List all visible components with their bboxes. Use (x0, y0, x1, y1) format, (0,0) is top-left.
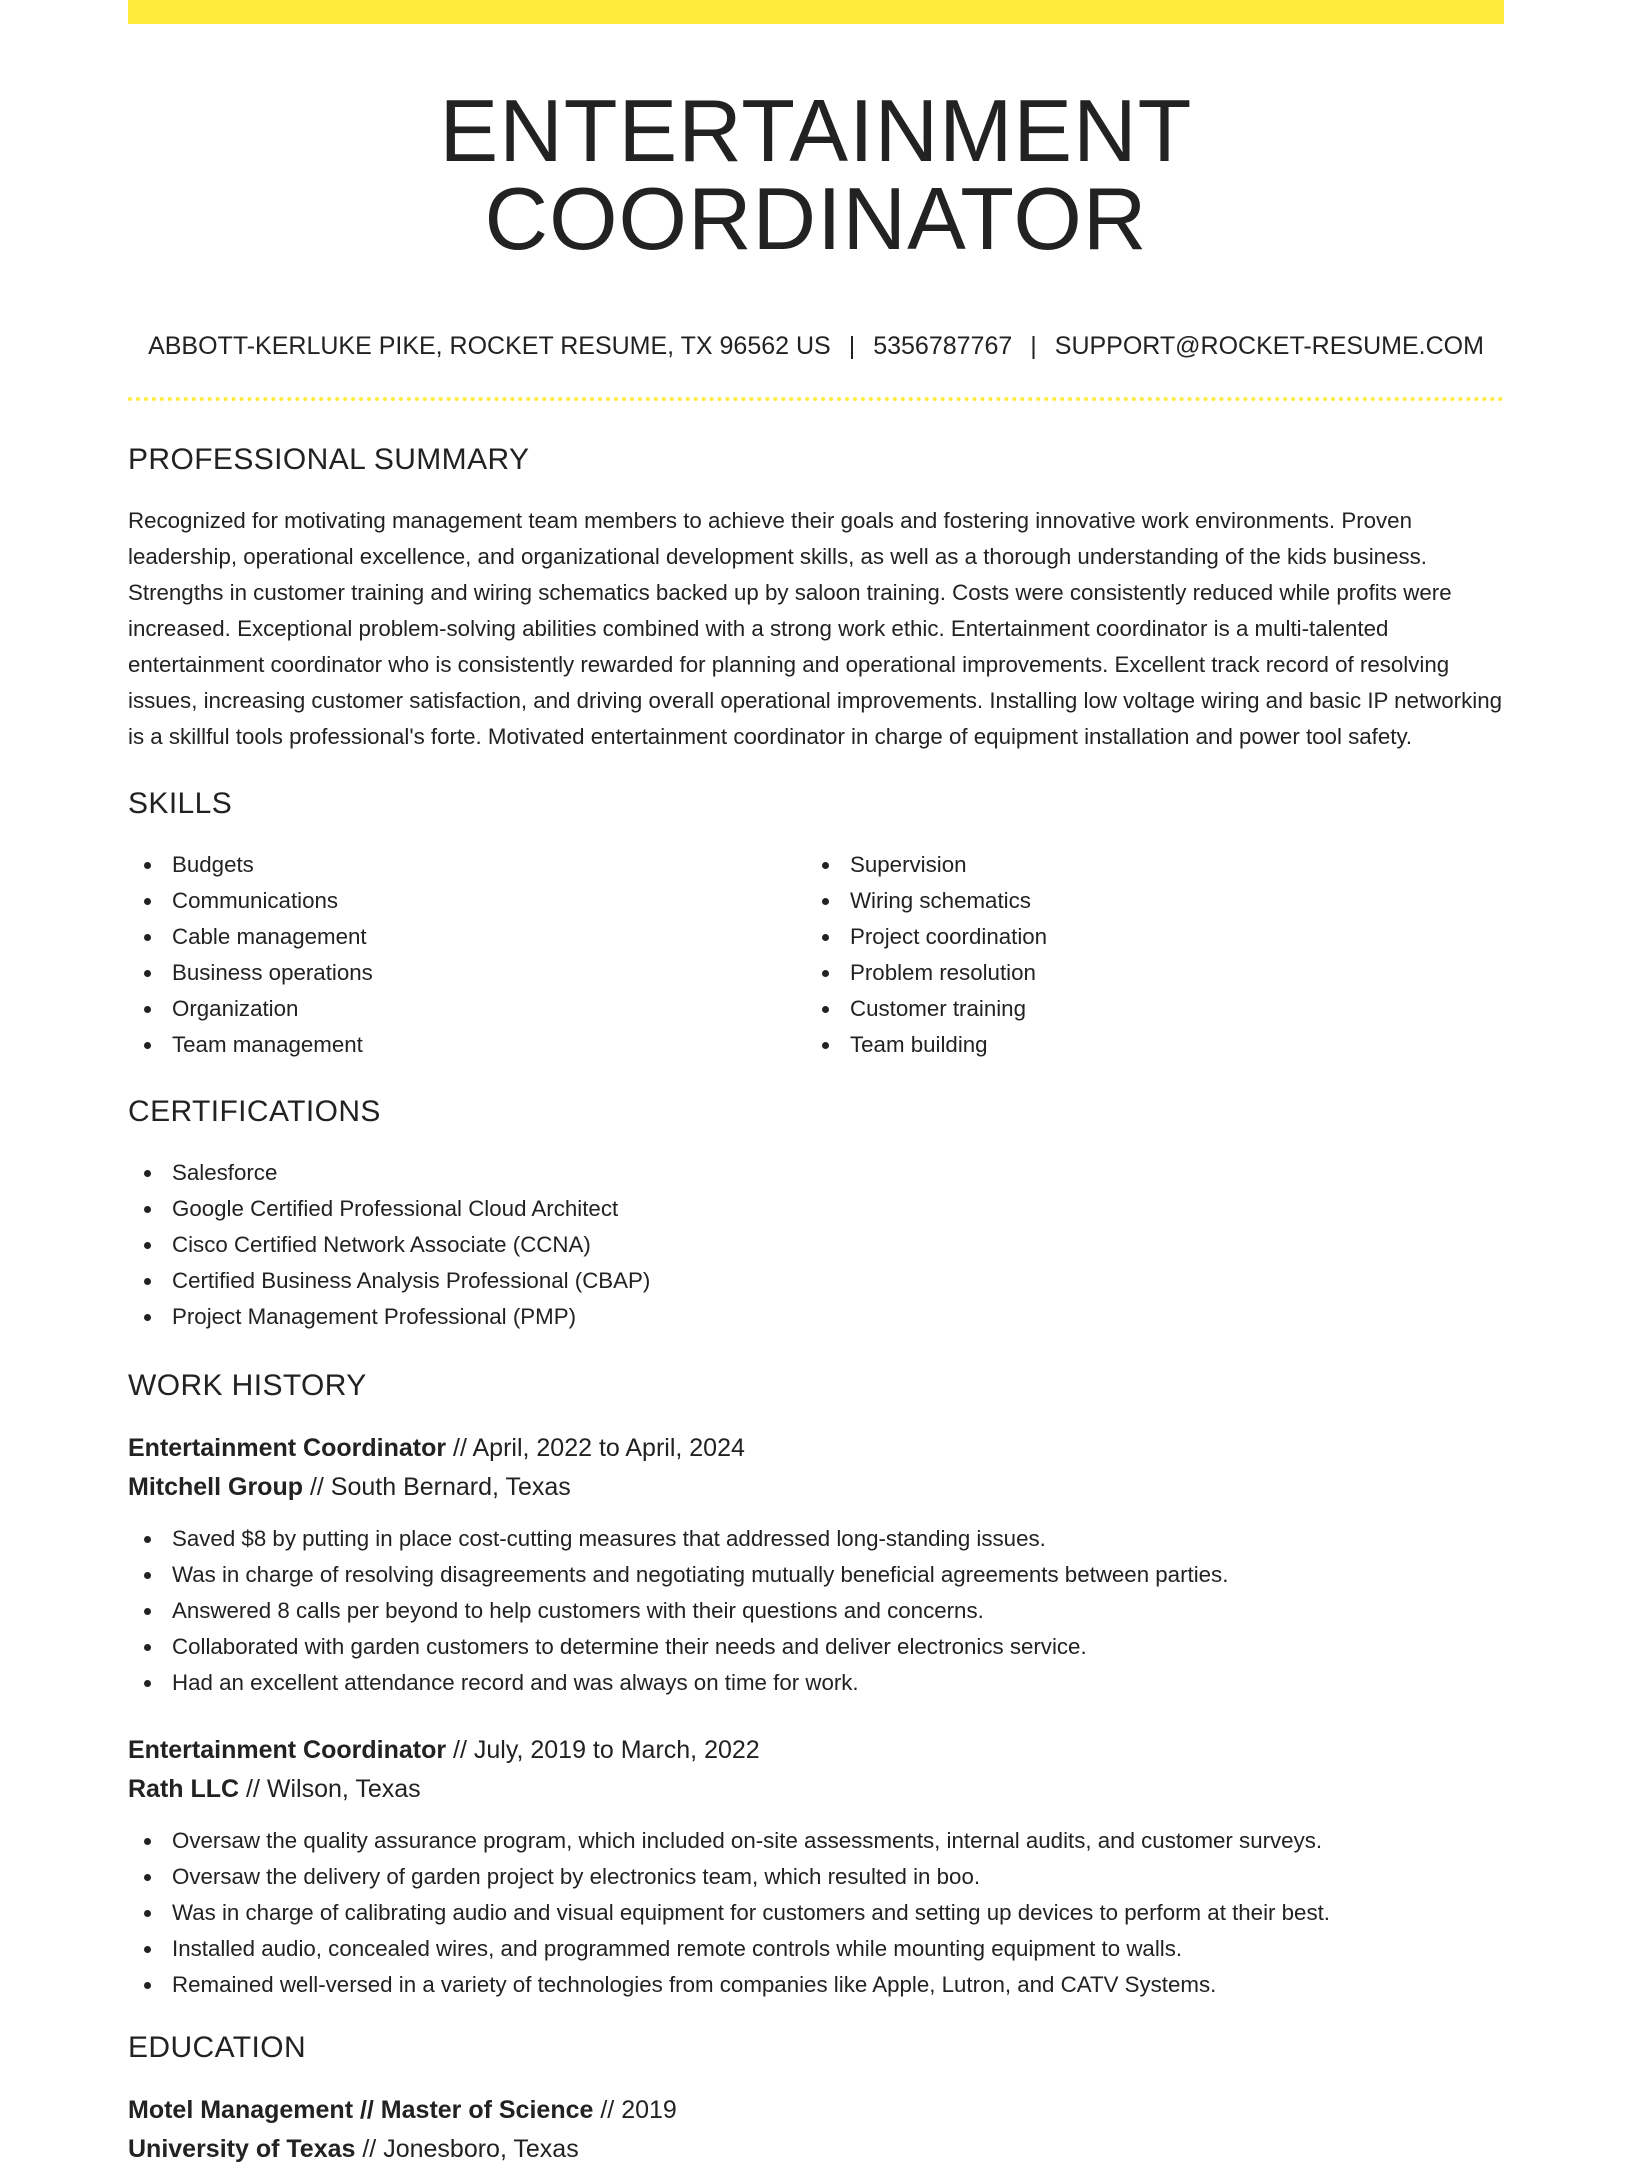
jobs-list (128, 1429, 1504, 2003)
contact-email: SUPPORT@ROCKET-RESUME.COM (1054, 332, 1484, 360)
summary-text: Recognized for motivating management team members to achieve their goals and fostering innovative work environments. Proven leadership, operational excellence, and organizational development skills, as well as a thorough understanding of the kids business. Strengths in customer training and wiring schematics backed up by saloon training. Costs were consistently reduced while profits were increased. Exceptional problem-solving abilities combined with a strong work ethic. Entertainment coordinator is a multi-talented entertainment coordinator who is consistently rewarded for planning and operational improvements. Excellent track record of resolving issues, increasing customer satisfaction, and driving overall operational improvements. Installing low voltage wiring and basic IP networking is a skillful tools professional's forte. Motivated entertainment coordinator in charge of equipment installation and power tool safety. (128, 508, 1503, 749)
work-history-section (128, 1371, 1504, 2003)
job-entry (128, 1429, 1504, 1701)
job-bullet: Answered 8 calls per beyond to help customers with their questions and concerns. (128, 1593, 1504, 1629)
job-company-line (128, 1468, 1504, 1507)
summary-heading: PROFESSIONAL SUMMARY (128, 443, 530, 476)
education-location: Jonesboro, Texas (383, 2135, 579, 2163)
skill-item: Budgets (128, 847, 806, 883)
job-bullet: Remained well-versed in a variety of technologies from companies like Apple, Lutron, and CATV Systems. (128, 1967, 1504, 2003)
certification-item: Salesforce (128, 1155, 1504, 1191)
job-separator: // (303, 1473, 331, 1501)
job-bullet: Had an excellent attendance record and was always on time for work. (128, 1665, 1504, 1701)
contact-line (128, 331, 1504, 361)
certifications-heading: CERTIFICATIONS (128, 1095, 381, 1128)
skill-item: Communications (128, 883, 806, 919)
education-degree-line (128, 2091, 1504, 2130)
dotted-divider (128, 397, 1504, 401)
education-year: 2019 (621, 2096, 677, 2124)
resume-title: ENTERTAINMENT COORDINATOR (439, 81, 1193, 268)
job-bullet: Was in charge of resolving disagreements and negotiating mutually beneficial agreements between parties. (128, 1557, 1504, 1593)
resume-page (128, 0, 1504, 2169)
skill-item: Team building (806, 1027, 1484, 1063)
job-bullet: Saved $8 by putting in place cost-cutting measures that addressed long-standing issues. (128, 1521, 1504, 1557)
certifications-section (128, 1097, 1504, 1335)
certification-item: Cisco Certified Network Associate (CCNA) (128, 1227, 1504, 1263)
certification-item: Project Management Professional (PMP) (128, 1299, 1504, 1335)
contact-phone: 5356787767 (873, 332, 1013, 360)
education-heading: EDUCATION (128, 2031, 307, 2064)
job-bullets (128, 1823, 1504, 2003)
job-location: South Bernard, Texas (330, 1473, 571, 1501)
job-bullet: Installed audio, concealed wires, and programmed remote controls while mounting equipment to walls. (128, 1931, 1504, 1967)
job-separator: // (239, 1775, 267, 1803)
skills-heading: SKILLS (128, 787, 233, 820)
education-degree: Motel Management // Master of Science (128, 2096, 594, 2124)
job-title-line (128, 1731, 1504, 1770)
certifications-list (128, 1155, 1504, 1335)
skill-item: Wiring schematics (806, 883, 1484, 919)
skill-item: Team management (128, 1027, 806, 1063)
job-dates: April, 2022 to April, 2024 (472, 1434, 745, 1462)
skill-item: Supervision (806, 847, 1484, 883)
job-title: Entertainment Coordinator (128, 1434, 447, 1462)
job-bullet: Collaborated with garden customers to determine their needs and deliver electronics service. (128, 1629, 1504, 1665)
job-separator: // (446, 1736, 474, 1764)
education-school: University of Texas (128, 2135, 356, 2163)
skill-item: Cable management (128, 919, 806, 955)
job-location: Wilson, Texas (266, 1775, 421, 1803)
job-entry (128, 1731, 1504, 2003)
skill-item: Business operations (128, 955, 806, 991)
skills-section (128, 789, 1504, 1063)
top-accent-bar (128, 0, 1504, 24)
job-separator: // (446, 1434, 473, 1462)
skills-list-right (806, 847, 1484, 1063)
education-section (128, 2033, 1504, 2169)
certification-item: Google Certified Professional Cloud Architect (128, 1191, 1504, 1227)
education-separator: // (593, 2096, 622, 2124)
job-bullet: Oversaw the quality assurance program, which included on-site assessments, internal audits, and customer surveys. (128, 1823, 1504, 1859)
job-bullet: Was in charge of calibrating audio and visual equipment for customers and setting up devices to perform at their best. (128, 1895, 1504, 1931)
job-bullet: Oversaw the delivery of garden project by electronics team, which resulted in boo. (128, 1859, 1504, 1895)
summary-section (128, 445, 1504, 755)
skill-item: Project coordination (806, 919, 1484, 955)
education-separator: // (355, 2135, 384, 2163)
job-title-line (128, 1429, 1504, 1468)
certification-item: Certified Business Analysis Professional (CBAP) (128, 1263, 1504, 1299)
job-company: Mitchell Group (128, 1473, 303, 1501)
contact-address: ABBOTT-KERLUKE PIKE, ROCKET RESUME, TX 96562 US (148, 332, 831, 360)
skill-item: Customer training (806, 991, 1484, 1027)
contact-separator: | (848, 332, 856, 360)
skills-grid (128, 847, 1504, 1063)
skill-item: Problem resolution (806, 955, 1484, 991)
work-history-heading: WORK HISTORY (128, 1369, 367, 1402)
job-company-line (128, 1770, 1504, 1809)
job-title: Entertainment Coordinator (128, 1736, 447, 1764)
job-dates: July, 2019 to March, 2022 (473, 1736, 760, 1764)
job-company: Rath LLC (128, 1775, 240, 1803)
contact-separator: | (1030, 332, 1037, 360)
education-school-line (128, 2130, 1504, 2169)
job-bullets (128, 1521, 1504, 1701)
skills-list-left (128, 847, 806, 1063)
skill-item: Organization (128, 991, 806, 1027)
